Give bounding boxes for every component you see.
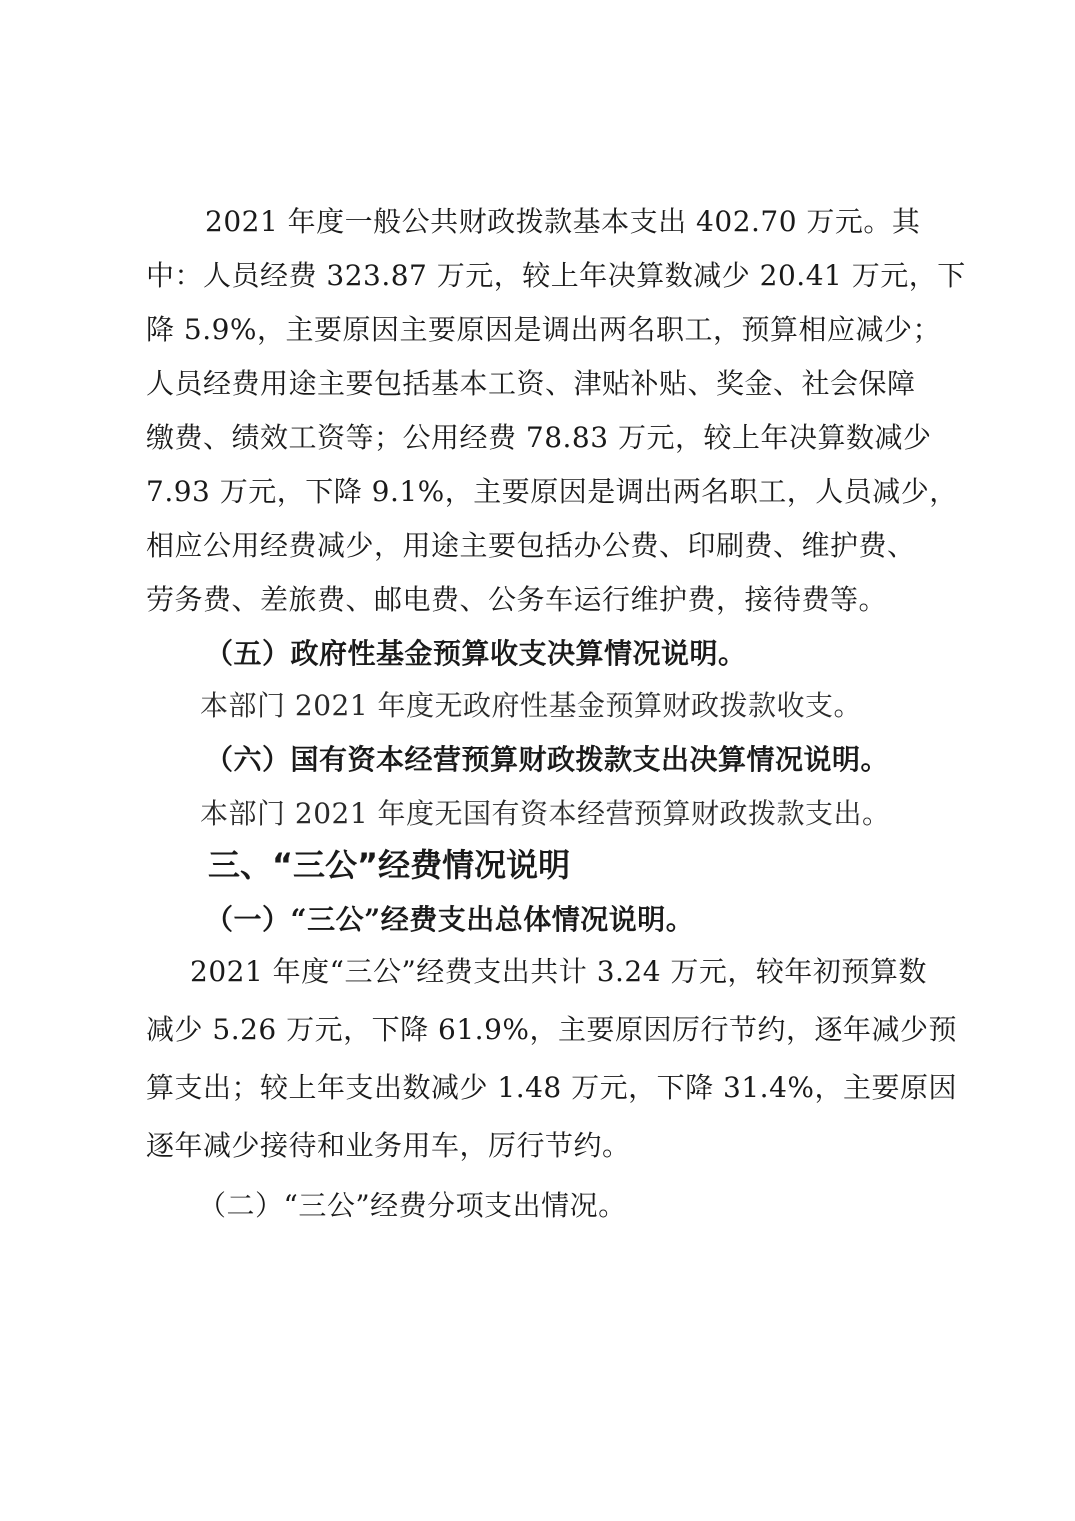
paragraph-line: 劳务费、差旅费、邮电费、公务车运行维护费，接待费等。 [146,583,888,616]
paragraph-line: 人员经费用途主要包括基本工资、津贴补贴、奖金、社会保障 [146,367,916,400]
section-six-body: 本部门 2021 年度无国有资本经营预算财政拨款支出。 [200,797,891,830]
section-five-heading: （五）政府性基金预算收支决算情况说明。 [205,637,747,670]
section-six-heading: （六）国有资本经营预算财政拨款支出决算情况说明。 [205,743,890,776]
section-five-body: 本部门 2021 年度无政府性基金预算财政拨款收支。 [200,689,863,722]
paragraph-line: 缴费、绩效工资等；公用经费 78.83 万元，较上年决算数减少 [146,421,932,454]
paragraph-line: 2021 年度“三公”经费支出共计 3.24 万元，较年初预算数 [190,955,927,988]
paragraph-line: 降 5.9%，主要原因主要原因是调出两名职工，预算相应减少； [146,313,942,346]
paragraph-line: 2021 年度一般公共财政拨款基本支出 402.70 万元。其 [205,205,921,238]
paragraph-line: 算支出；较上年支出数减少 1.48 万元，下降 31.4%，主要原因 [146,1071,957,1104]
paragraph-line: 中：人员经费 323.87 万元，较上年决算数减少 20.41 万元，下 [146,259,966,292]
paragraph-line: 逐年减少接待和业务用车，厉行节约。 [146,1129,631,1162]
paragraph-line: 减少 5.26 万元，下降 61.9%，主要原因厉行节约，逐年减少预 [146,1013,957,1046]
subsection-one-heading: （一）“三公”经费支出总体情况说明。 [205,903,695,936]
subsection-two-heading: （二）“三公”经费分项支出情况。 [198,1189,627,1222]
paragraph-line: 相应公用经费减少，用途主要包括办公费、印刷费、维护费、 [146,529,916,562]
paragraph-line: 7.93 万元，下降 9.1%，主要原因是调出两名职工，人员减少， [146,475,958,508]
section-three-heading: 三、“三公”经费情况说明 [208,846,571,884]
